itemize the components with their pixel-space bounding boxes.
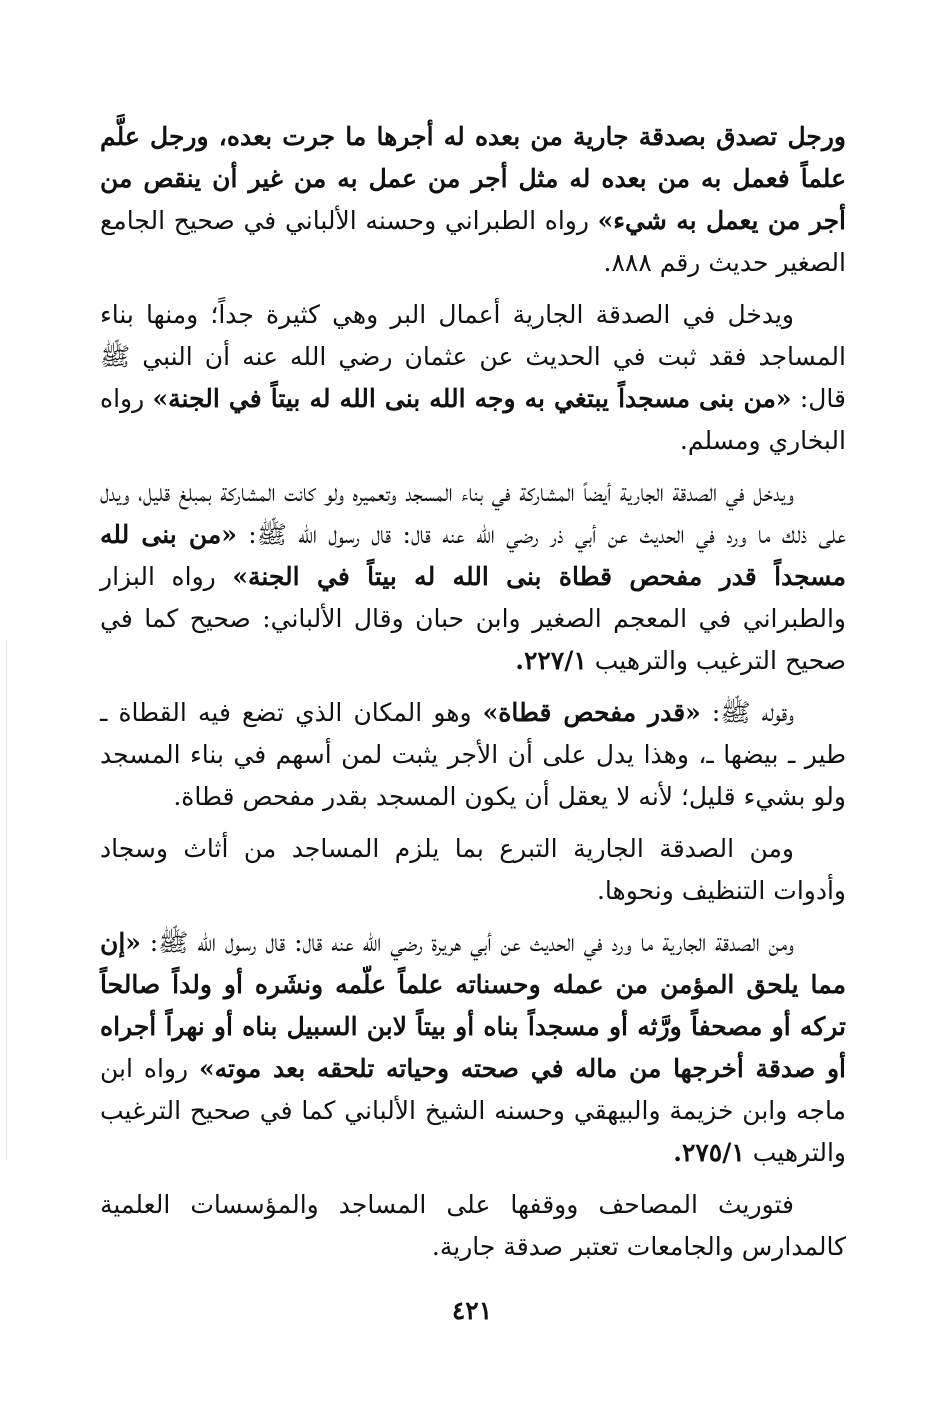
paragraph-7: [100, 1184, 846, 1268]
body-text: رواه البزار والطبراني في المعجم الصغير وابن حبان وقال الألباني: صحيح كما في صحيح الترغيب والترهيب: [100, 562, 846, 675]
paragraph-4: [100, 692, 846, 818]
page-body: [100, 116, 846, 1268]
hadith-text: «من بنى مسجداً يبتغي به وجه الله بنى الله له بيتاً في الجنة»: [152, 384, 792, 413]
page-number: ٤٢١: [451, 1296, 493, 1325]
body-text: رواه الطبراني وحسنه الألباني في صحيح الجامع الصغير حديث رقم ٨٨٨.: [100, 206, 846, 277]
body-text: ومن الصدقة الجارية ما ورد في الحديث عن أبي هريرة رضي الله عنه قال: قال رسول الله ﷺ:: [140, 928, 794, 957]
body-text: ويدخل في الصدقة الجارية أيضاً المشاركة في بناء المسجد وتعميره ولو كانت المشاركة بمبلغ قليل، ويدل على ذلك ما ورد في الحديث عن أبي ذر رضي الله عنه قال: قال رسول الله ﷺ:: [100, 478, 847, 549]
hadith-text: «إن مما يلحق المؤمن من عمله وحسناته علماً علّمه ونشَره أو ولداً صالحاً تركه أو مصحفاً ورَّثه أو مسجداً بناه أو بيتاً لابن السبيل بناه أو نهراً أجراه أو صدقة أخرجها من ماله في صحته وحياته تلحقه بعد موته»: [100, 928, 846, 1083]
body-text: ويدخل في الصدقة الجارية أعمال البر وهي كثيرة جداً؛ ومنها بناء المساجد فقد ثبت في الحديث عن عثمان رضي الله عنه أن النبي ﷺ قال:: [100, 300, 846, 413]
hadith-text: «قدر مفحص قطاة»: [482, 698, 701, 727]
paragraph-3: [100, 472, 846, 682]
body-text: ومن الصدقة الجارية التبرع بما يلزم المساجد من أثاث وسجاد وأدوات التنظيف ونحوها.: [100, 834, 846, 905]
paragraph-1: [100, 116, 846, 284]
hadith-text: «من بنى لله مسجداً قدر مفحص قطاة بنى الله له بيتاً في الجنة»: [100, 520, 846, 591]
body-text: فتوريث المصاحف ووقفها على المساجد والمؤسسات العلمية كالمدارس والجامعات تعتبر صدقة جارية.: [100, 1190, 846, 1261]
body-text: رواه البخاري ومسلم.: [100, 384, 846, 455]
scan-margin-line: [6, 640, 7, 1160]
hadith-text: ٢٧٥/١.: [673, 1138, 745, 1167]
body-text: وهو المكان الذي تضع فيه القطاة ـ طير ـ بيضها ـ، وهذا يدل على أن الأجر يثبت لمن أسهم في بناء المسجد ولو بشيء قليل؛ لأنه لا يعقل أن يكون المسجد بقدر مفحص قطاة.: [100, 698, 846, 811]
paragraph-5: [100, 828, 846, 912]
body-text: رواه ابن ماجه وابن خزيمة والبيهقي وحسنه الشيخ الألباني كما في صحيح الترغيب والترهيب: [100, 1054, 846, 1167]
paragraph-2: [100, 294, 846, 462]
body-text: وقوله ﷺ:: [700, 698, 794, 727]
hadith-text: ورجل تصدق بصدقة جارية من بعده له أجرها ما جرت بعده، ورجل علَّم علماً فعمل به من بعده له مثل أجر من عمل به من غير أن ينقص من أجر من يعمل به شيء»: [100, 122, 846, 235]
hadith-text: ٢٢٧/١.: [515, 646, 587, 675]
paragraph-6: [100, 922, 846, 1174]
